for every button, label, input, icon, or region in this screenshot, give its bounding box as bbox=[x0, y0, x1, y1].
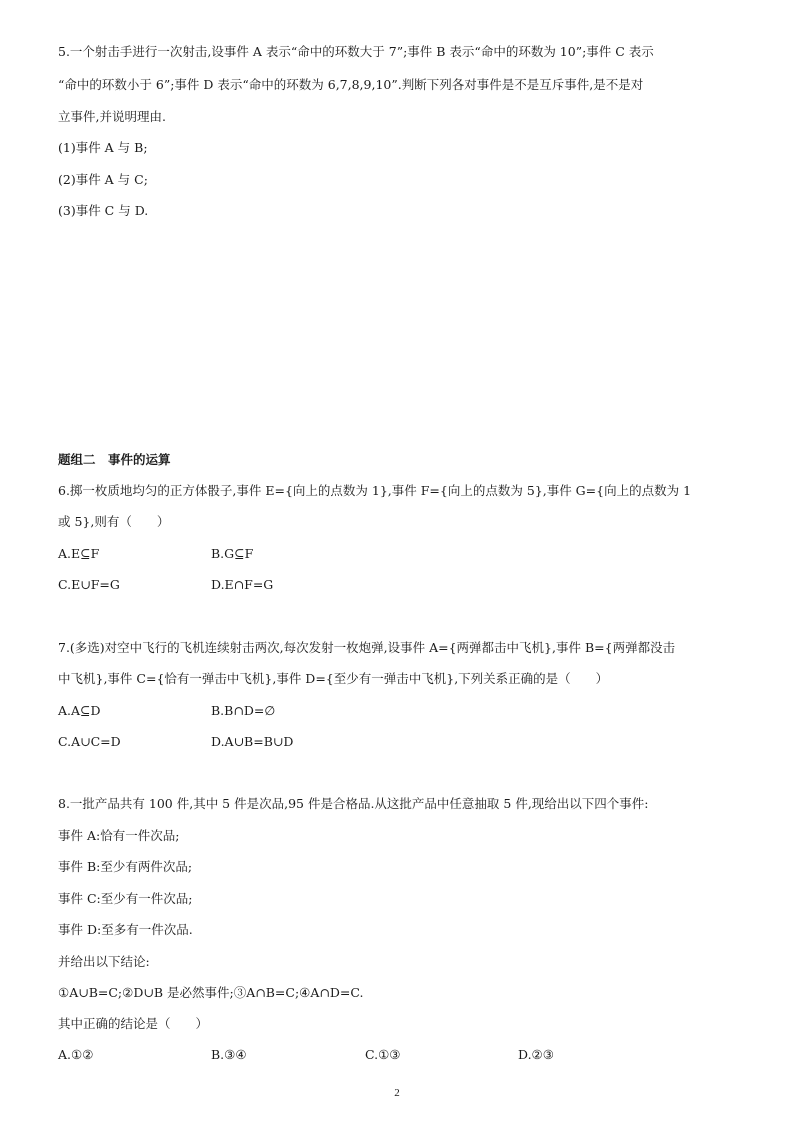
q8-event-c: 事件 C:至少有一件次品; bbox=[58, 891, 193, 906]
q8-option-c: C.①③ bbox=[365, 1047, 401, 1062]
q6-option-d: D.E∩F=G bbox=[211, 577, 274, 592]
q7-option-b: B.B∩D=∅ bbox=[211, 703, 276, 718]
q8-event-b: 事件 B:至少有两件次品; bbox=[58, 859, 193, 874]
q5-sub-1: (1)事件 A 与 B; bbox=[58, 140, 148, 155]
q8-option-b: B.③④ bbox=[211, 1047, 247, 1062]
q8-event-a: 事件 A:恰有一件次品; bbox=[58, 828, 180, 843]
q6-line-1: 6.掷一枚质地均匀的正方体骰子,事件 E={向上的点数为 1},事件 F={向上的点数为 5},事件 G={向上的点数为 1 bbox=[58, 483, 692, 498]
q8-option-a: A.①② bbox=[58, 1047, 94, 1062]
q5-line-2: “命中的环数小于 6”;事件 D 表示“命中的环数为 6,7,8,9,10”.判断下列各对事件是不是互斥事件,是不是对 bbox=[58, 77, 644, 92]
q7-option-d: D.A∪B=B∪D bbox=[211, 734, 294, 749]
q7-option-a: A.A⊆D bbox=[58, 703, 101, 718]
q7-line-2: 中飞机},事件 C={恰有一弹击中飞机},事件 D={至少有一弹击中飞机},下列关系正确的是（ ） bbox=[58, 671, 609, 686]
q5-line-3: 立事件,并说明理由. bbox=[58, 109, 166, 124]
q8-conclusions: ①A∪B=C;②D∪B 是必然事件;③A∩B=C;④A∩D=C. bbox=[58, 985, 364, 1000]
q6-option-b: B.G⊆F bbox=[211, 546, 254, 561]
q5-sub-2: (2)事件 A 与 C; bbox=[58, 172, 148, 187]
q8-option-d: D.②③ bbox=[518, 1047, 554, 1062]
q7-line-1: 7.(多选)对空中飞行的飞机连续射击两次,每次发射一枚炮弹,设事件 A={两弹都击中飞机},事件 B={两弹都没击 bbox=[58, 640, 676, 655]
group-2-heading: 题组二 事件的运算 bbox=[58, 452, 171, 467]
q5-sub-3: (3)事件 C 与 D. bbox=[58, 203, 149, 218]
q8-given: 并给出以下结论: bbox=[58, 954, 150, 969]
page-number: 2 bbox=[394, 1087, 400, 1099]
q6-line-2: 或 5},则有（ ） bbox=[58, 514, 170, 529]
q5-line-1: 5.一个射击手进行一次射击,设事件 A 表示“命中的环数大于 7”;事件 B 表示“命中的环数为 10”;事件 C 表示 bbox=[58, 44, 654, 59]
q7-option-c: C.A∪C=D bbox=[58, 734, 121, 749]
q6-option-a: A.E⊆F bbox=[58, 546, 100, 561]
q8-ask: 其中正确的结论是（ ） bbox=[58, 1016, 209, 1031]
q8-event-d: 事件 D:至多有一件次品. bbox=[58, 922, 193, 937]
q8-line-1: 8.一批产品共有 100 件,其中 5 件是次品,95 件是合格品.从这批产品中任意抽取 5 件,现给出以下四个事件: bbox=[58, 796, 649, 811]
q6-option-c: C.E∪F=G bbox=[58, 577, 120, 592]
